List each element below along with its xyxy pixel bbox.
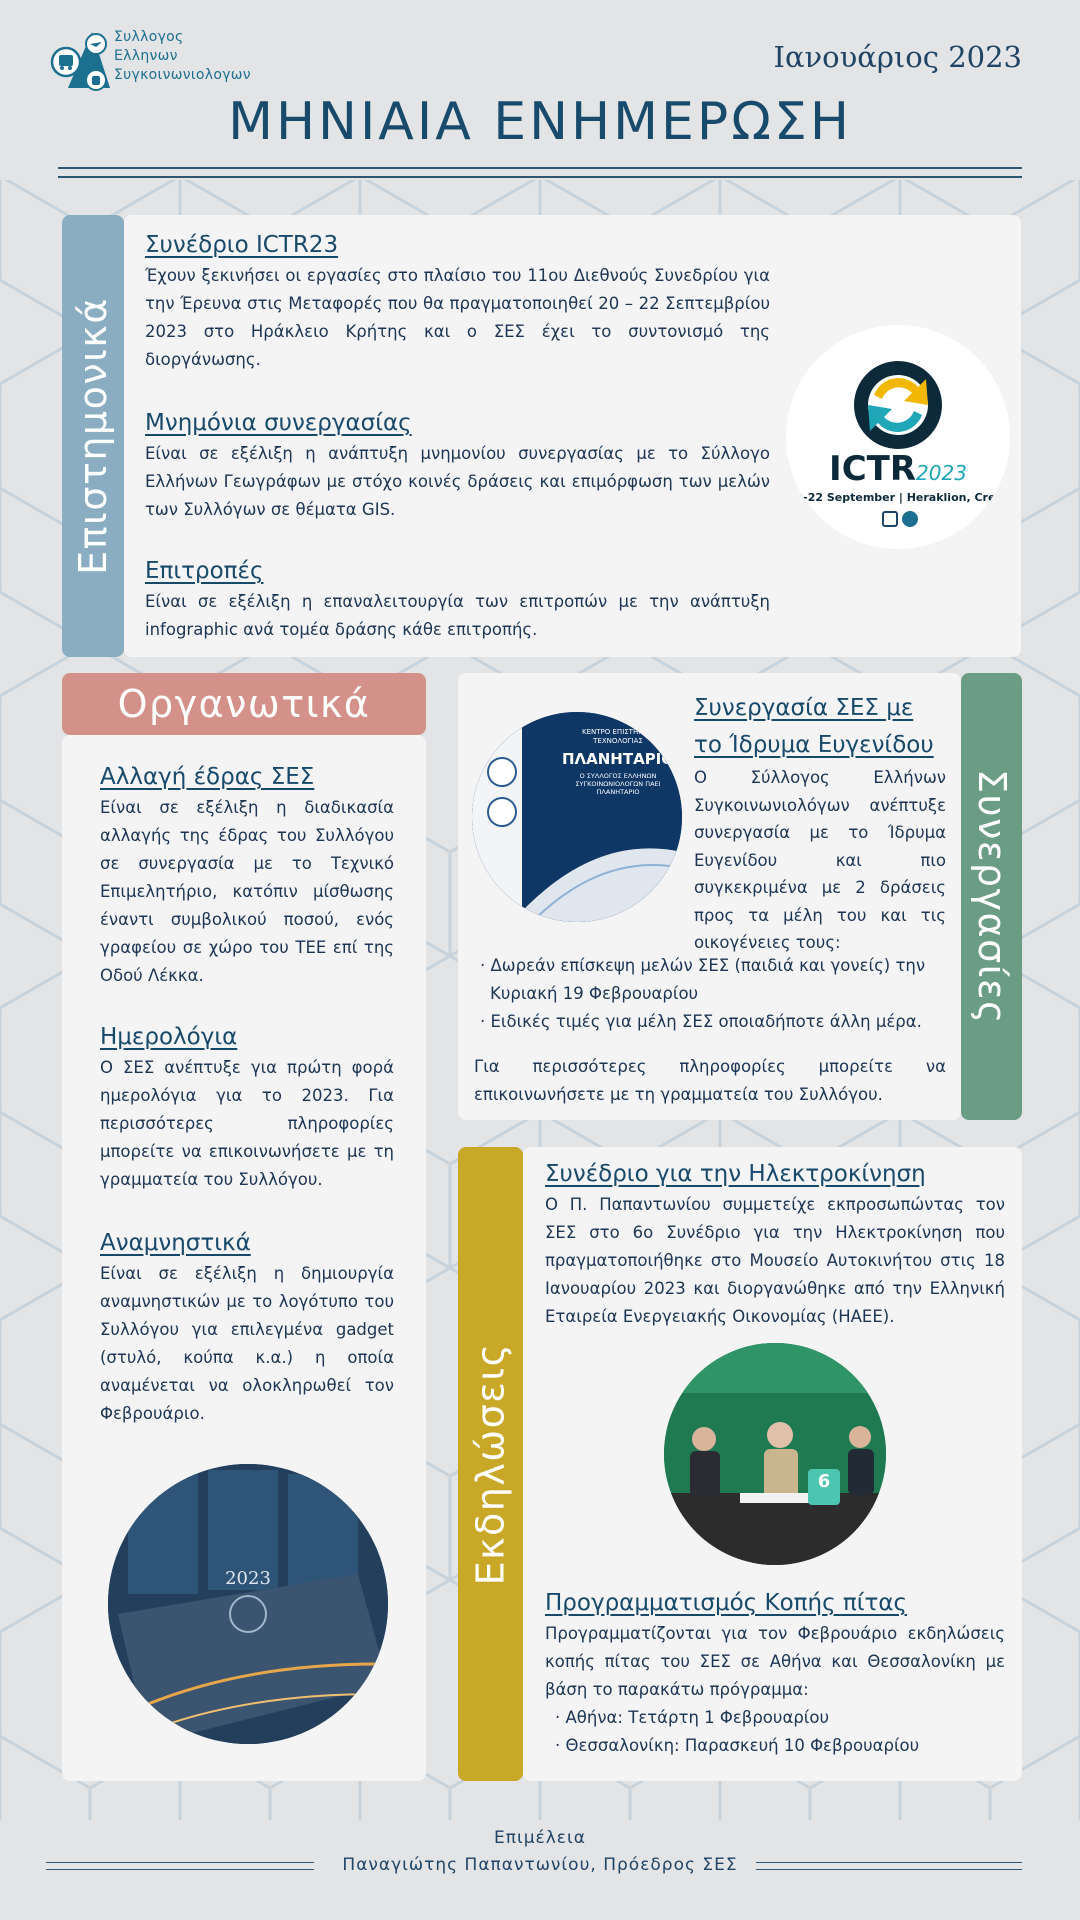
list-item-text: Αθήνα: Τετάρτη 1 Φεβρουαρίου [565,1708,830,1727]
cooperation-tab [961,673,1022,1120]
ictr-logo-image [786,325,1010,549]
events-item [545,1586,1005,1760]
list-item: · Ειδικές τιμές για μέλη ΣΕΣ οποιαδήποτε άλλη μέρα. [480,1012,922,1031]
article-text: Είναι σε εξέλιξη η επαναλειτουργία των επιτροπών με την ανάπτυξη infographic ανά τομέα δράσης κάθε επιτροπής. [145,592,770,639]
organizational-item [100,760,394,990]
article-heading: Συνέδριο ICTR23 [145,232,339,258]
list-item-text: Θεσσαλονίκη: Παρασκευή 10 Φεβρουαρίου [565,1736,920,1755]
scientific-item [145,554,770,644]
ictr-wordmark [786,449,1010,489]
article-heading: Προγραμματισμός Κοπής πίτας [545,1590,908,1616]
article-heading: Αναμνηστικά [100,1230,251,1256]
issue-date: Ιανουάριος 2023 [773,40,1022,74]
article-text: Είναι σε εξέλιξη η διαδικασία αλλαγής της έδρας του Συλλόγου σε συνεργασία με το Τεχνικό Επιμελητήριο, κατόπιν μίσθωσης έναντι συμβολικού ποσού, ενός γραφείου σε χώρο του ΤΕΕ επί της Οδού Λέκκα. [100,798,394,985]
article-text: Ο Σύλλογος Ελλήνων Συγκοινωνιολόγων ανέπτυξε συνεργασία με το Ίδρυμα Ευγενίδου και πιο συγκεκριμένα με 2 δράσεις προς τα μέλη του και τις οικογένειες τους: [694,768,946,952]
logo-line: Συλλογος [114,29,184,45]
article-text: Έχουν ξεκινήσει οι εργασίες στο πλαίσιο του 11ου Διεθνούς Συνεδρίου για την Έρευνα στις Μεταφορές που θα πραγματοποιηθεί 20 – 22 Σεπτεμβρίου 2023 στο Ηράκλειο Κρήτης και ο ΣΕΣ έχει το συντονισμό της διοργάνωσης. [145,266,770,369]
conference-badge: 6 [817,1471,831,1492]
article-heading: Ημερολόγια [100,1024,238,1050]
events-tab-label: Εκδηλώσεις [468,1342,513,1586]
organizational-tab [62,673,426,735]
events-item [545,1157,1005,1331]
organizational-tab-label: Οργανωτικά [117,682,371,726]
cooperation-heading-block [694,690,946,957]
conference-photo [664,1343,886,1565]
cooperation-tab-label: Συνεργασίες [969,768,1014,1025]
list-item-text: Ειδικές τιμές για μέλη ΣΕΣ οποιαδήποτε άλλη μέρα. [490,1012,922,1031]
article-heading: το Ίδρυμα Ευγενίδου [694,732,934,758]
ictr-year: 2023 [916,461,967,485]
footer-divider [46,1869,314,1870]
poster-subtext: Ο ΣΥΛΛΟΓΟΣ ΕΛΛΗΝΩΝ ΣΥΓΚΟΙΝΩΝΙΟΛΟΓΩΝ ΠΑΕΙ ΠΛΑΝΗΤΑΡΙΟ [575,772,661,796]
organizational-item [100,1020,394,1194]
scientific-tab-label: Επιστημονικά [71,297,115,575]
poster-top-text: ΚΕΝΤΡΟ ΕΠΙΣΤΗΜΗΣ ΤΕΧΝΟΛΟΓΙΑΣ [582,728,654,745]
scientific-item [145,228,770,374]
article-heading: Συνέδριο για την Ηλεκτροκίνηση [545,1161,926,1187]
logo-line: Ελληνων [114,48,178,64]
calendar-photo [108,1464,388,1744]
article-text: Είναι σε εξέλιξη η ανάπτυξη μνημονίου συνεργασίας με το Σύλλογο Ελλήνων Γεωγράφων με στόχο κοινές δράσεις και επιμόρφωση των μελών των Συλλόγων σε θέματα GIS. [145,444,770,519]
logo-line: Συγκοινωνιολογων [114,67,251,83]
article-heading: Συνεργασία ΣΕΣ με [694,695,914,721]
planetarium-poster [472,712,682,922]
events-tab [458,1147,523,1781]
poster-title: ΠΛΑΝΗΤΑΡΙΟ [561,750,675,768]
article-heading: Αλλαγή έδρας ΣΕΣ [100,764,315,790]
footer-editor-label: Επιμέλεια [494,1828,586,1848]
footer-divider [46,1862,314,1863]
association-logo-text [114,28,251,85]
article-heading: Μνημόνια συνεργασίας [145,410,412,436]
title-divider [58,176,1022,178]
article-text: Για περισσότερες πληροφορίες μπορείτε να επικοινωνήσετε με τη γραμματεία του Συλλόγου. [474,1057,946,1104]
association-logo-icon [48,28,112,94]
association-logo [48,28,258,94]
ictr-emblem-icon [786,325,1010,549]
calendar-photo-image [108,1464,388,1744]
list-item: · Δωρεάν επίσκεψη μελών ΣΕΣ (παιδιά και γονείς) την Κυριακή 19 Φεβρουαρίου [480,956,926,1003]
ictr-subtitle: 20-22 September | Heraklion, Crete [787,491,1009,504]
ictr-name: ICTR [829,449,917,489]
article-text: Ο Π. Παπαντωνίου συμμετείχε εκπροσωπώντας τον ΣΕΣ στο 6ο Συνέδριο για την Ηλεκτροκίνηση που πραγματοποιήθηκε στο Μουσείο Αυτοκινήτου στις 18 Ιανουαρίου 2023 και διοργανώθηκε από την Ελληνική Εταιρεία Ενεργειακής Οικονομίας (ΗΑΕΕ). [545,1195,1005,1326]
calendar-year-label: 2023 [225,1568,271,1589]
scientific-tab [62,215,124,657]
conference-photo-image [664,1343,886,1565]
list-item: · Θεσσαλονίκη: Παρασκευή 10 Φεβρουαρίου [555,1736,920,1755]
article-text: Είναι σε εξέλιξη η δημιουργία αναμνηστικών με το λογότυπο του Συλλόγου για επιλεγμένα gadget (στυλό, κούπα κ.α.) η οποία αναμένεται να ολοκληρωθεί τον Φεβρουάριο. [100,1264,394,1423]
article-text: Ο ΣΕΣ ανέπτυξε για πρώτη φορά ημερολόγια για το 2023. Για περισσότερες πληροφορίες μπορείτε να επικοινωνήσετε με τη γραμματεία του Συλλόγου. [100,1058,394,1189]
scientific-item [145,406,770,524]
organizational-item [100,1226,394,1428]
page-title: ΜΗΝΙΑΙΑ ΕΝΗΜΕΡΩΣΗ [228,92,852,152]
title-divider [58,167,1022,169]
footer-divider [756,1869,1022,1870]
article-heading: Επιτροπές [145,558,264,584]
partner-logo-icon [902,511,918,527]
cooperation-bullets [474,952,944,1036]
list-item-text: Δωρεάν επίσκεψη μελών ΣΕΣ (παιδιά και γονείς) την Κυριακή 19 Φεβρουαρίου [490,956,926,1003]
list-item: · Αθήνα: Τετάρτη 1 Φεβρουαρίου [555,1708,830,1727]
footer-divider [756,1862,1022,1863]
partner-logo-icon [882,511,898,527]
article-text: Προγραμματίζονται για τον Φεβρουάριο εκδηλώσεις κοπής πίτας του ΣΕΣ σε Αθήνα και Θεσσαλονίκη με βάση το παρακάτω πρόγραμμα: [545,1624,1005,1699]
footer-editor-name: Παναγιώτης Παπαντωνίου, Πρόεδρος ΣΕΣ [342,1855,738,1875]
